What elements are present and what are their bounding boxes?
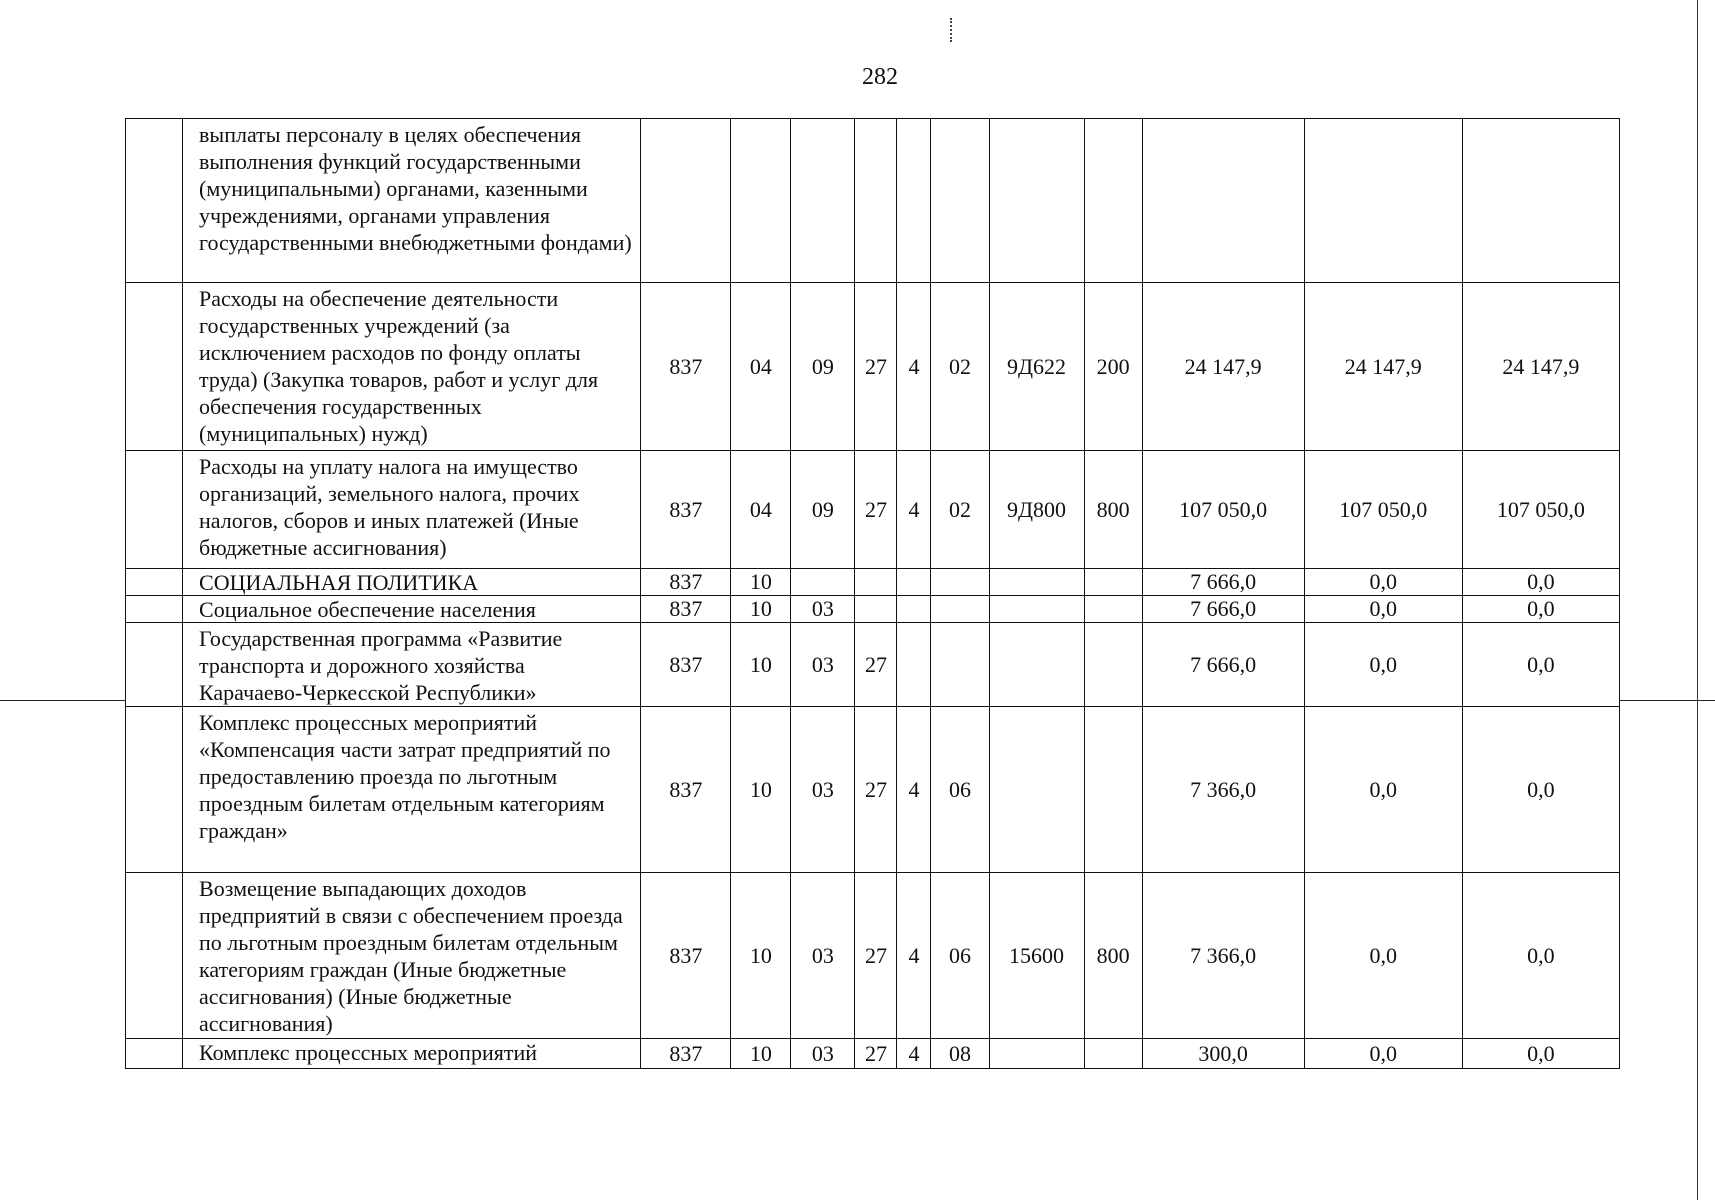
description-cell: Расходы на уплату налога на имущество организаций, земельного налога, прочих налогов, сборов и иных платежей (Иные бюджетные ассигнования) — [183, 451, 641, 569]
sum-year3-cell: 0,0 — [1462, 596, 1619, 623]
subsection-cell: 03 — [791, 623, 855, 707]
description-cell: Комплекс процессных мероприятий «Компенсация части затрат предприятий по предоставлению проезда по льготным проездным билетам отдельным категориям граждан» — [183, 707, 641, 873]
description-cell: СОЦИАЛЬНАЯ ПОЛИТИКА — [183, 569, 641, 596]
sum-year1-cell: 7 366,0 — [1142, 707, 1304, 873]
subprogram-cell: 4 — [897, 873, 931, 1039]
grbs-cell — [641, 119, 731, 283]
program-cell: 27 — [855, 623, 897, 707]
program-cell: 27 — [855, 451, 897, 569]
sum-year2-cell: 0,0 — [1304, 623, 1462, 707]
section-cell: 04 — [731, 451, 791, 569]
sum-year1-cell: 107 050,0 — [1142, 451, 1304, 569]
program-cell: 27 — [855, 707, 897, 873]
sum-year3-cell: 0,0 — [1462, 707, 1619, 873]
program-cell — [855, 119, 897, 283]
sum-year3-cell: 0,0 — [1462, 623, 1619, 707]
section-cell: 10 — [731, 623, 791, 707]
expense-type-cell — [1084, 569, 1142, 596]
subprogram-cell — [897, 569, 931, 596]
number-cell — [126, 1039, 183, 1069]
scan-artifact-mark — [950, 18, 954, 42]
subprogram-cell: 4 — [897, 451, 931, 569]
sum-year3-cell: 107 050,0 — [1462, 451, 1619, 569]
event-cell — [931, 596, 989, 623]
scan-fold-line-right — [1620, 700, 1715, 701]
number-cell — [126, 623, 183, 707]
event-cell: 08 — [931, 1039, 989, 1069]
number-cell — [126, 451, 183, 569]
subsection-cell: 03 — [791, 873, 855, 1039]
expense-type-cell — [1084, 623, 1142, 707]
direction-cell: 9Д800 — [989, 451, 1084, 569]
sum-year2-cell: 0,0 — [1304, 707, 1462, 873]
expense-type-cell — [1084, 596, 1142, 623]
subprogram-cell — [897, 596, 931, 623]
event-cell — [931, 569, 989, 596]
direction-cell — [989, 596, 1084, 623]
subsection-cell: 09 — [791, 451, 855, 569]
subprogram-cell: 4 — [897, 707, 931, 873]
section-cell: 10 — [731, 569, 791, 596]
table-row — [126, 596, 1620, 623]
sum-year1-cell: 300,0 — [1142, 1039, 1304, 1069]
table-row — [126, 451, 1620, 569]
table-body — [126, 119, 1620, 1069]
event-cell: 06 — [931, 873, 989, 1039]
program-cell: 27 — [855, 1039, 897, 1069]
description-cell: выплаты персоналу в целях обеспечения выполнения функций государственными (муниципальными) органами, казенными учреждениями, органами управления государственными внебюджетными фондами) — [183, 119, 641, 283]
direction-cell: 15600 — [989, 873, 1084, 1039]
sum-year1-cell: 7 666,0 — [1142, 623, 1304, 707]
description-cell: Расходы на обеспечение деятельности государственных учреждений (за исключением расходов по фонду оплаты труда) (Закупка товаров, работ и услуг для обеспечения государственных (муниципальных) нужд) — [183, 283, 641, 451]
direction-cell — [989, 707, 1084, 873]
grbs-cell: 837 — [641, 283, 731, 451]
subprogram-cell: 4 — [897, 1039, 931, 1069]
number-cell — [126, 569, 183, 596]
subsection-cell: 03 — [791, 707, 855, 873]
budget-table — [125, 118, 1620, 1069]
direction-cell — [989, 569, 1084, 596]
grbs-cell: 837 — [641, 596, 731, 623]
section-cell — [731, 119, 791, 283]
expense-type-cell — [1084, 119, 1142, 283]
sum-year1-cell: 7 366,0 — [1142, 873, 1304, 1039]
grbs-cell: 837 — [641, 873, 731, 1039]
description-cell: Возмещение выпадающих доходов предприятий в связи с обеспечением проезда по льготным проездным билетам отдельным категориям граждан (Иные бюджетные ассигнования) (Иные бюджетные ассигнования) — [183, 873, 641, 1039]
direction-cell — [989, 1039, 1084, 1069]
section-cell: 10 — [731, 707, 791, 873]
number-cell — [126, 707, 183, 873]
subprogram-cell — [897, 623, 931, 707]
expense-type-cell: 800 — [1084, 873, 1142, 1039]
program-cell: 27 — [855, 283, 897, 451]
section-cell: 10 — [731, 1039, 791, 1069]
sum-year2-cell: 0,0 — [1304, 596, 1462, 623]
sum-year2-cell: 0,0 — [1304, 1039, 1462, 1069]
table-row — [126, 1039, 1620, 1069]
direction-cell — [989, 623, 1084, 707]
expense-type-cell — [1084, 1039, 1142, 1069]
grbs-cell: 837 — [641, 569, 731, 596]
table-row — [126, 707, 1620, 873]
direction-cell — [989, 119, 1084, 283]
section-cell: 10 — [731, 873, 791, 1039]
sum-year1-cell: 7 666,0 — [1142, 569, 1304, 596]
sum-year3-cell: 0,0 — [1462, 569, 1619, 596]
scan-edge-line — [1697, 0, 1698, 1200]
expense-type-cell — [1084, 707, 1142, 873]
grbs-cell: 837 — [641, 1039, 731, 1069]
number-cell — [126, 119, 183, 283]
sum-year1-cell: 7 666,0 — [1142, 596, 1304, 623]
direction-cell: 9Д622 — [989, 283, 1084, 451]
subsection-cell: 03 — [791, 596, 855, 623]
grbs-cell: 837 — [641, 451, 731, 569]
table-row — [126, 119, 1620, 283]
sum-year2-cell: 107 050,0 — [1304, 451, 1462, 569]
event-cell: 06 — [931, 707, 989, 873]
number-cell — [126, 283, 183, 451]
sum-year3-cell: 24 147,9 — [1462, 283, 1619, 451]
sum-year2-cell — [1304, 119, 1462, 283]
section-cell: 10 — [731, 596, 791, 623]
grbs-cell: 837 — [641, 707, 731, 873]
program-cell — [855, 596, 897, 623]
description-cell: Комплекс процессных мероприятий — [183, 1039, 641, 1069]
subsection-cell: 09 — [791, 283, 855, 451]
sum-year1-cell — [1142, 119, 1304, 283]
event-cell: 02 — [931, 451, 989, 569]
sum-year3-cell: 0,0 — [1462, 873, 1619, 1039]
scan-fold-line-left — [0, 700, 125, 701]
event-cell — [931, 119, 989, 283]
table-row — [126, 283, 1620, 451]
subsection-cell: 03 — [791, 1039, 855, 1069]
section-cell: 04 — [731, 283, 791, 451]
event-cell — [931, 623, 989, 707]
subprogram-cell — [897, 119, 931, 283]
subprogram-cell: 4 — [897, 283, 931, 451]
sum-year1-cell: 24 147,9 — [1142, 283, 1304, 451]
grbs-cell: 837 — [641, 623, 731, 707]
sum-year3-cell — [1462, 119, 1619, 283]
description-cell: Государственная программа «Развитие транспорта и дорожного хозяйства Карачаево-Черкесской Республики» — [183, 623, 641, 707]
program-cell: 27 — [855, 873, 897, 1039]
subsection-cell — [791, 569, 855, 596]
program-cell — [855, 569, 897, 596]
number-cell — [126, 873, 183, 1039]
page-number: 282 — [862, 64, 898, 90]
sum-year2-cell: 0,0 — [1304, 873, 1462, 1039]
sum-year2-cell: 24 147,9 — [1304, 283, 1462, 451]
subsection-cell — [791, 119, 855, 283]
table-row — [126, 623, 1620, 707]
table-row — [126, 569, 1620, 596]
expense-type-cell: 800 — [1084, 451, 1142, 569]
description-cell: Социальное обеспечение населения — [183, 596, 641, 623]
sum-year2-cell: 0,0 — [1304, 569, 1462, 596]
table-row — [126, 873, 1620, 1039]
sum-year3-cell: 0,0 — [1462, 1039, 1619, 1069]
event-cell: 02 — [931, 283, 989, 451]
number-cell — [126, 596, 183, 623]
expense-type-cell: 200 — [1084, 283, 1142, 451]
